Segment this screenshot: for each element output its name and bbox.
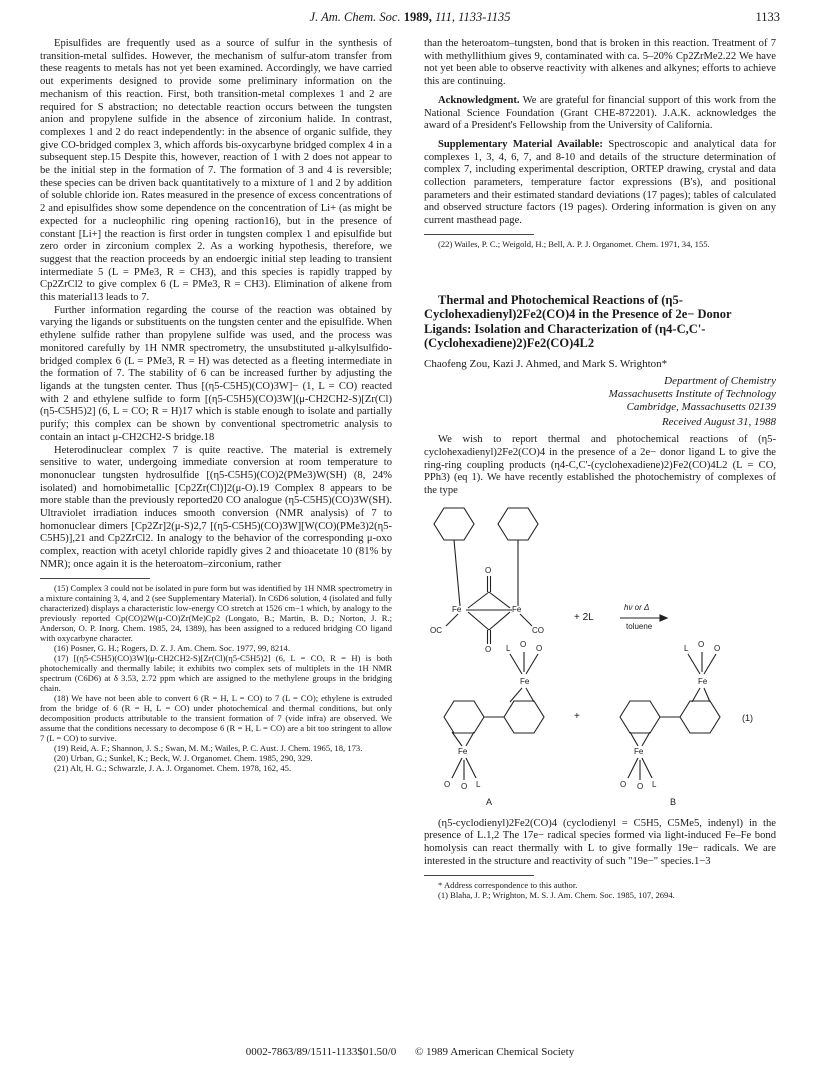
product-plus: +	[574, 710, 580, 722]
terminal-co	[446, 614, 458, 626]
reaction-scheme	[424, 502, 776, 814]
condition-label: toluene	[626, 621, 653, 631]
atom-label: O	[714, 643, 721, 653]
received-date: Received August 31, 1988	[661, 415, 776, 428]
atom-label: O	[520, 639, 527, 649]
fe-lower-co	[452, 758, 462, 778]
footnote: (15) Complex 3 could not be isolated in pure form but was identified by 1H NMR spectrometry in a mixture containing 3, 4, and 2 (see Supplementary Material). In C6D6 solution, 4 (isolated and fully characterized) displays a characteristic low-energy CO stretch at 1526 cm−1 which, by analogy to the previously reported Cp(CO)2W(μ-CO)Zr(Me)Cp2 (Longato, B.; Martin, B. D.; Norton, J. R.; Anderson, O. P. Inorg. Chem. 1985, 24, 1389), has been assigned to a reduced bridging CO ligand with oxycarbyne character.	[40, 582, 392, 643]
ring-B-right	[680, 701, 720, 733]
acknowledgment: Acknowledgment. We are grateful for financial support of this work from the National Science Foundation (Grant CHE-872201). J.A.K. acknowledges the award of a President's Fellowship from the University of California.	[424, 94, 776, 132]
atom-label: O	[461, 781, 468, 791]
footnote-divider	[424, 875, 534, 876]
footnote-divider	[40, 578, 150, 579]
fe-lower-bond	[466, 732, 474, 746]
atom-label: L	[652, 779, 657, 789]
atom-label: Fe	[520, 676, 530, 686]
ring-left	[434, 508, 474, 540]
correspondence-note: * Address correspondence to this author.	[438, 879, 578, 890]
ring-right	[498, 508, 538, 540]
ring-A-left	[444, 701, 484, 733]
fe-upper-bond	[704, 688, 710, 702]
journal-citation: J. Am. Chem. Soc. 1989, 111, 1133-1135	[309, 10, 511, 24]
product-label-b: B	[670, 796, 677, 807]
fe-upper-bond	[526, 688, 534, 702]
reagent-label: + 2L	[574, 611, 594, 623]
bridging-co	[489, 592, 510, 608]
footnote-divider	[424, 234, 534, 235]
bond	[454, 540, 460, 606]
authors: Chaofeng Zou, Kazi J. Ahmed, and Mark S. Wrighton*	[424, 357, 668, 370]
ring-A-right	[504, 701, 544, 733]
footnote: (18) We have not been able to convert 6 (R = H, L = CO) to 7 (L = CO); ethylene is extruded from the bridge of 6 (R = H, L = CO) under photochemical and thermal conditions, but only decomposition products attributable to the transient formation of 7 (vide infra) are observed. We assume that the conditions necessary to decompose 6 (R = H, L = CO) are a bit too stringent to allow 7 (L = CO) to survive.	[40, 692, 392, 743]
paragraph: than the heteroatom–tungsten, bond that is broken in this reaction. Treatment of 7 with methyllithium gives 9, contaminated with ca. 5–20% Cp2ZrMe2.22 We have not yet been able to observe reactivity with alkenes and alkynes; efforts to achieve this are continuing.	[424, 38, 776, 88]
bridging-co	[468, 592, 489, 608]
footnote: (17) [(η5-C5H5)(CO)3W](μ-CH2CH2-S)[Zr(Cl)(η5-C5H5)2] (6, L = CO, R = H) is both photochemically and thermally labile; it exhibits two complex sets of multiplets in the 1H NMR spectrum (C6D6) at δ 3.53, 2.72 ppm which are assigned to the methylene groups in the bridging chain.	[40, 652, 392, 693]
atom-label: Fe	[458, 746, 468, 756]
atom-label: OC	[430, 625, 442, 635]
product-label-a: A	[486, 796, 493, 807]
fe-lower-l	[466, 758, 476, 778]
fe-upper-l	[510, 654, 522, 674]
supplementary-material: Supplementary Material Available: Spectroscopic and analytical data for complexes 1, 3, 4, 6, 7, and 8-10 and details of the structure determination of complex 7, including experimental description, ORTEP drawing, crystal and data collection parameters, temperature factor expressions (B's), and positional parameters and their estimated standard deviations (17 pages); tables of calculated and observed structure factors (19 pages). Ordering information is given on any current masthead page.	[424, 138, 776, 227]
fe-lower-bond	[452, 732, 462, 746]
footnote: (16) Posner, G. H.; Rogers, D. Z. J. Am. Chem. Soc. 1977, 99, 8214.	[54, 642, 290, 653]
footnote: (1) Blaha, J. P.; Wrighton, M. S. J. Am. Chem. Soc. 1985, 107, 2694.	[438, 889, 675, 900]
atom-label: O	[620, 779, 627, 789]
footnote: (22) Wailes, P. C.; Weigold, H.; Bell, A. P. J. Organomet. Chem. 1971, 34, 155.	[438, 238, 710, 249]
atom-label: O	[536, 643, 543, 653]
footnote: (20) Urban, G.; Sunkel, K.; Beck, W. J. Organomet. Chem. 1985, 290, 329.	[54, 752, 313, 763]
fe-upper-l	[688, 654, 700, 674]
fe-upper-co	[704, 654, 716, 674]
atom-label: O	[485, 644, 492, 654]
paragraph: Further information regarding the course of the reaction was obtained by varying the ligands or substituents on the tungsten center and the episulfide. When ethylene sulfide rather than propylene sulfide was used, and the process was monitored carefully by 1H NMR spectrometry, the unsubstituted μ-alkylsulfido-bridged complex 6 (L = PMe3, R = H) was detected as a fleeting intermediate in the formation of 7. The stability of 6 can be increased further by adjusting the ligands at the tungsten center. Thus [(η5-C5H5)(CO)3W]− (1, L = CO) reacted with 2 and ethylene sulfide to form [(η5-C5H5)(CO)3W](μ-CH2CH2-S)[Zr(Cl)(η5-C5H5)2] (6, L = CO; R = H)17 which is stable enough to isolate and partially purify; this complex can be shown by conventional spectrometric analysis to contain an intact μ-CH2CH2-S bridge.18	[40, 304, 392, 443]
atom-label: L	[476, 779, 481, 789]
atom-label: L	[506, 643, 511, 653]
atom-label: CO	[532, 625, 544, 635]
fe-lower-bond	[630, 732, 638, 746]
fe-upper-bond	[510, 688, 522, 702]
condition-label: hν or Δ	[624, 602, 650, 612]
atom-label: Fe	[634, 746, 644, 756]
fe-lower-bond	[642, 732, 650, 746]
fe-upper-co	[526, 654, 538, 674]
arrow-head	[660, 615, 667, 621]
affiliation: Department of Chemistry Massachusetts Institute of Technology Cambridge, Massachusetts 02139	[608, 374, 776, 413]
ring-B-left	[620, 701, 660, 733]
atom-label: Fe	[452, 604, 462, 614]
copyright: © 1989 American Chemical Society	[414, 1046, 575, 1058]
terminal-co	[520, 614, 532, 626]
atom-label: O	[444, 779, 451, 789]
paragraph: (η5-cyclodienyl)2Fe2(CO)4 (cyclodienyl = C5H5, C5Me5, indenyl) in the presence of L.1,2 The 17e− radical species formed via light-induced Fe–Fe bond homolysis can react thermally with L to give formally 19e− radicals. We are interested in the structure and reactivity of such "19e−" species.1−3	[424, 817, 776, 867]
equation-number: (1)	[742, 712, 753, 723]
bridging-co	[468, 612, 489, 630]
fe-upper-bond	[692, 688, 700, 702]
atom-label: O	[698, 639, 705, 649]
atom-label: O	[485, 565, 492, 575]
right-column	[424, 38, 776, 900]
article-title: Thermal and Photochemical Reactions of (η5-Cyclohexadienyl)2Fe2(CO)4 in the Presence of 2e− Donor Ligands: Isolation and Characterization of (η4-C,C'-(Cyclohexadiene)2)Fe2(CO)4L2	[424, 292, 732, 351]
footnote: (21) Alt, H. G.; Schwarzle, J. A. J. Organomet. Chem. 1978, 162, 45.	[54, 762, 292, 773]
article-code: 0002-7863/89/1511-1133$01.50/0	[245, 1046, 397, 1058]
atom-label: Fe	[512, 604, 522, 614]
fe-lower-l	[642, 758, 652, 778]
page-footer	[0, 1046, 820, 1058]
left-column	[40, 38, 392, 773]
scheme-drawing	[424, 502, 776, 814]
bridging-co	[489, 612, 510, 630]
atom-label: O	[637, 781, 644, 791]
atom-label: L	[684, 643, 689, 653]
page-number: 1133	[755, 10, 780, 24]
fe-lower-co	[628, 758, 638, 778]
paragraph: We wish to report thermal and photochemical reactions of (η5-cyclohexadienyl)2Fe2(CO)4 in the presence of a 2e− donor ligand L to give the ring-ring coupling products (η4-C,C'-(cyclohexadiene)2)Fe2(CO)4L2 (L = CO, PPh3) (eq 1). We have recently established the photochemistry of complexes of the type	[424, 434, 776, 497]
paragraph: Heterodinuclear complex 7 is quite reactive. The material is extremely sensitive to water, undergoing immediate conversion at room temperature to mononuclear tungsten hydrosulfide [(η5-C5H5)(CO)2(PMe3)W(SH) (8, 24% isolated) and homobimetallic [Cp2Zr(Cl)]2(μ-O).19 Complex 8 appears to be more stable than the previously reported20 CO analogue (η5-C5H5)(CO)3W(SH). Ultraviolet irradiation induces smooth conversion (NMR analysis) of 7 to homonuclear dimers [Cp2Zr]2(μ-S)2,7 [(η5-C5H5)(CO)3W][W(CO)(PMe3)2(η5-C5H5)],21 and Cp2ZrCl2. In analogy to the behavior of the corresponding μ-oxo complex, reaction with acetyl chloride rapidly gives 2 and thioacetate 10 (81% by NMR); once again it is the heteroatom–zirconium, rather	[40, 444, 392, 570]
paragraph: Episulfides are frequently used as a source of sulfur in the synthesis of transition-metal sulfides. However, the mechanism of sulfur-atom transfer from these reagents to metals has not yet been examined. Accordingly, we have carried out experiments designed to provide some preliminary information on the mechanism of this reaction. First, both transition-metal complexes 1 and 2 are required for S abstraction; no detectable reaction occurs between the tungsten anion and propylene sulfide in the absence of zirconium halide. In contrast, complexes 1 and 2 do react independently: in the absence of organic sulfide, they give CO-bridged complex 3, which affords bis-oxycarbyne bridged complex 4 in a subsequent step.15 Despite this, however, reaction of 1 with 2 does not appear to be the initial step in the formation of 7. The formation of 3 and 4 is reversible; these species can be driven back quantitatively to a mixture of 1 and 2 by addition of soluble chloride ion. Rates measured in the presence of excess concentrations of 2 and episulfides show some dependence on the concentration of Li+ (as might be expected for a nucleophilic ring opening raction16), but in the presence of constant [Li+] the reaction is first order in tungsten complex 1 and episulfide but zero order in zirconium complex 2. As a working hypothesis, therefore, we suggest that the reaction proceeds by an endoergic initial step leading to transient intermediate 5 (L = PMe3, R = CH3), and this species is rapidly trapped by Cp2ZrCl2 to give complex 6 (L = PMe3, R = CH3). Elimination of alkene from this material13 leads to 7.	[40, 38, 392, 304]
running-header	[0, 10, 820, 30]
footnote: (19) Reid, A. F.; Shannon, J. S.; Swan, M. M.; Wailes, P. C. Aust. J. Chem. 1965, 18, 173.	[54, 742, 363, 753]
atom-label: Fe	[698, 676, 708, 686]
